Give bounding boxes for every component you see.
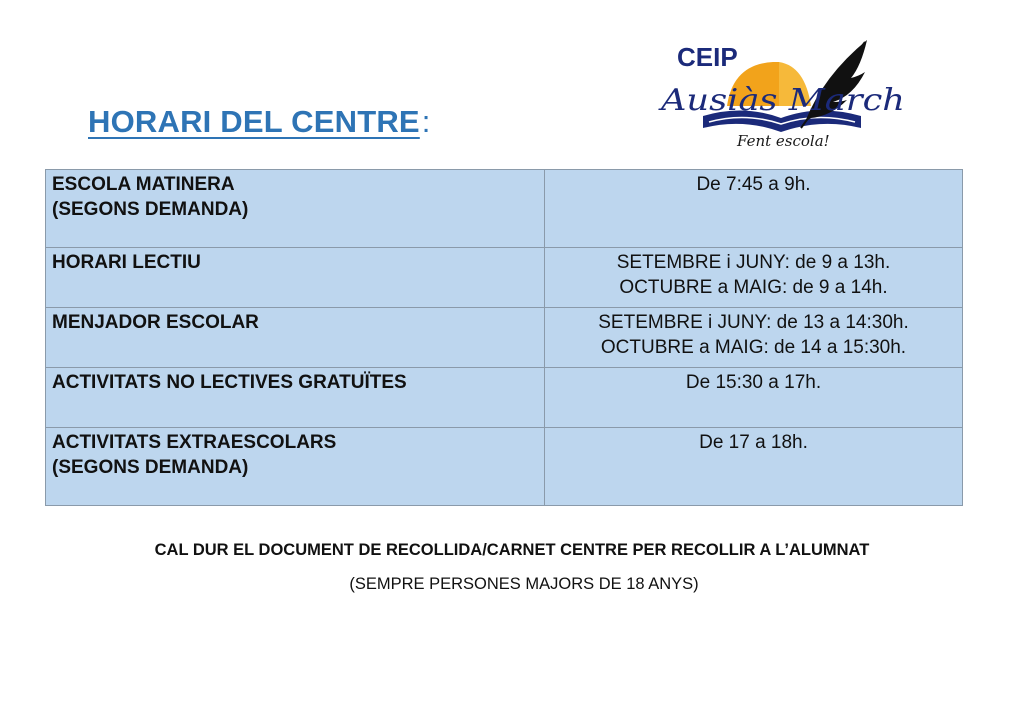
schedule-time-line: De 7:45 a 9h.	[696, 174, 811, 195]
pickup-note: CAL DUR EL DOCUMENT DE RECOLLIDA/CARNET CENTRE PER RECOLLIR A L’ALUMNAT	[154, 541, 870, 559]
schedule-label-line: ACTIVITATS NO LECTIVES GRATUÏTES	[52, 372, 407, 393]
schedule-label-cell	[46, 248, 545, 308]
page-title	[88, 104, 431, 140]
schedule-time-line: SETEMBRE i JUNY: de 13 a 14:30h.	[598, 312, 909, 333]
page-title-colon: :	[421, 104, 431, 139]
schedule-time-cell	[545, 170, 963, 248]
schedule-label-line: ESCOLA MATINERA	[52, 174, 235, 195]
schedule-label-cell	[46, 428, 545, 506]
table-row	[46, 248, 963, 308]
table-row	[46, 170, 963, 248]
schedule-time-line: De 17 a 18h.	[699, 432, 808, 453]
schedule-label-line: ACTIVITATS EXTRAESCOLARS	[52, 432, 337, 453]
schedule-time-cell	[545, 368, 963, 428]
school-logo	[655, 36, 910, 156]
schedule-table	[45, 169, 963, 506]
page-title-text: HORARI DEL CENTRE	[88, 104, 420, 139]
schedule-time-line: OCTUBRE a MAIG: de 14 a 15:30h.	[600, 337, 907, 358]
schedule-time-cell	[545, 248, 963, 308]
age-note: (SEMPRE PERSONES MAJORS DE 18 ANYS)	[349, 575, 699, 593]
schedule-time-line: De 15:30 a 17h.	[685, 372, 822, 393]
schedule-label-cell	[46, 170, 545, 248]
schedule-time-cell	[545, 308, 963, 368]
table-row	[46, 428, 963, 506]
schedule-label-line: HORARI LECTIU	[52, 252, 201, 273]
schedule-label-cell	[46, 308, 545, 368]
table-row	[46, 368, 963, 428]
logo-motto: Fent escola!	[737, 132, 830, 150]
schedule-label-cell	[46, 368, 545, 428]
schedule-time-line: SETEMBRE i JUNY: de 9 a 13h.	[616, 252, 891, 273]
schedule-label-line: (SEGONS DEMANDA)	[52, 457, 249, 478]
schedule-label-line: MENJADOR ESCOLAR	[52, 312, 259, 333]
schedule-time-cell	[545, 428, 963, 506]
schedule-label-line: (SEGONS DEMANDA)	[52, 199, 249, 220]
logo-ceip-text: CEIP	[677, 42, 738, 72]
table-row	[46, 308, 963, 368]
logo-school-name: Ausiàs March	[657, 83, 905, 118]
schedule-time-line: OCTUBRE a MAIG: de 9 a 14h.	[619, 277, 888, 298]
